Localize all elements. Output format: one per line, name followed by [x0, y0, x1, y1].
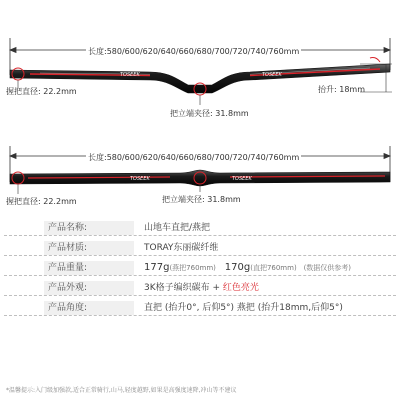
flat-length-label: 长度:580/600/620/640/660/680/700/720/740/760mm	[88, 153, 300, 162]
brand-logo-flat: TOSEEK	[130, 176, 150, 182]
top-clamp-label: 把立端夹径: 31.8mm	[170, 109, 249, 118]
spec-row-material: 产品材质: TORAY东丽碳纤维	[4, 238, 396, 256]
spec-row-weight: 产品重量: 177g(燕把760mm) 170g(直把760mm) (数据仅供参考)	[4, 258, 396, 276]
weight-swept: 177g	[144, 262, 170, 273]
top-rise-label: 抬升: 18mm	[318, 85, 366, 94]
highlight-red-gloss: 红色亮光	[222, 283, 259, 293]
svg-text:TOSEEK: TOSEEK	[262, 72, 282, 78]
top-grip-label: 握把直径: 22.2mm	[6, 87, 77, 96]
flat-handlebar	[10, 170, 390, 186]
rise-marker-arc	[370, 58, 380, 63]
top-length-label: 长度:580/600/620/640/660/680/700/720/740/760mm	[88, 47, 300, 56]
brand-logo-riser: TOSEEK	[120, 72, 140, 78]
spec-row-angle: 产品角度: 直把 (抬升0°, 后仰5°) 燕把 (抬升18mm,后仰5°)	[4, 298, 396, 316]
spec-row-appearance: 产品外观: 3K格子编织碳布 + 红色亮光	[4, 278, 396, 296]
weight-flat: 170g	[224, 262, 251, 273]
flat-clamp-label: 把立端夹径: 31.8mm	[162, 195, 241, 204]
spec-row-name: 产品名称: 山地车直把/燕把	[4, 218, 396, 236]
footnote: *温馨提示:入门级加强款,适合正常骑行,山马,轻度越野,如果是高强度速降,冲山等不建议	[6, 387, 237, 394]
svg-text:TOSEEK: TOSEEK	[232, 176, 252, 182]
flat-grip-label: 握把直径: 22.2mm	[6, 197, 77, 206]
